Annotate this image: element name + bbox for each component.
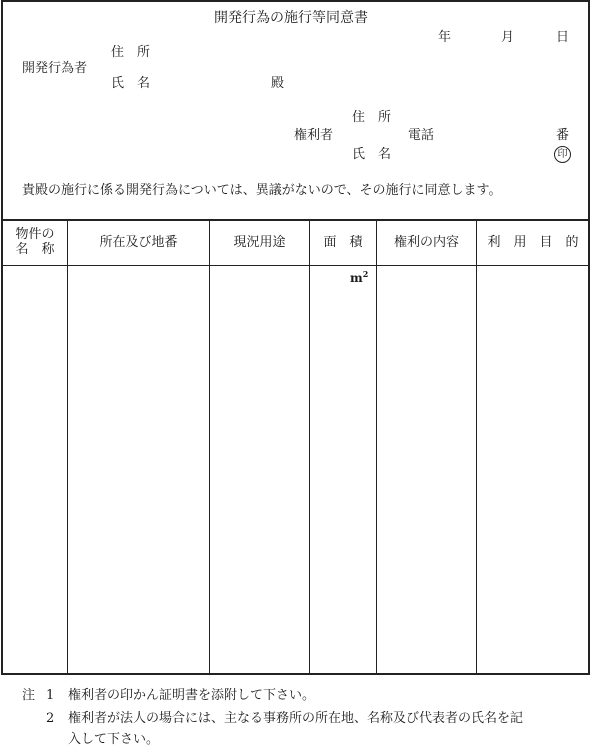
date-month-label: 月 bbox=[501, 30, 515, 45]
developer-label: 開発行為者 bbox=[22, 61, 88, 76]
document-title: 開発行為の施行等同意書 bbox=[214, 10, 368, 26]
note-2-continuation: 入して下さい。 bbox=[68, 732, 160, 747]
table-top-border bbox=[1, 219, 590, 221]
date-day-label: 日 bbox=[556, 30, 570, 45]
consent-statement: 貴殿の施行に係る開発行為については、異議がないので、その施行に同意します。 bbox=[22, 183, 502, 198]
developer-name-label: 氏 名 bbox=[111, 76, 151, 91]
rights-holder-phone-suffix: 番 bbox=[556, 128, 570, 143]
notes-prefix: 注 bbox=[22, 688, 36, 703]
note-1-text: 権利者の印かん証明書を添附して下さい。 bbox=[68, 688, 316, 703]
rights-holder-label: 権利者 bbox=[294, 128, 334, 143]
area-unit-base: m bbox=[350, 271, 363, 285]
rights-holder-name-label: 氏 名 bbox=[352, 147, 392, 162]
header-property-name bbox=[3, 228, 67, 258]
date-year-label: 年 bbox=[438, 30, 452, 45]
note-2-number: 2 bbox=[46, 711, 55, 726]
column-divider-5 bbox=[476, 220, 477, 674]
area-unit bbox=[350, 270, 368, 284]
column-divider-3 bbox=[309, 220, 310, 674]
developer-address-label: 住 所 bbox=[111, 45, 151, 60]
note-1-number: 1 bbox=[46, 688, 55, 703]
column-divider-4 bbox=[376, 220, 377, 674]
header-property-name-line2: 名 称 bbox=[15, 241, 55, 257]
form-frame bbox=[1, 0, 590, 675]
area-unit-exponent: 2 bbox=[362, 269, 369, 279]
seal-mark: 印 bbox=[554, 146, 571, 163]
header-location: 所在及び地番 bbox=[99, 235, 178, 250]
table-header-divider bbox=[1, 265, 590, 266]
header-area: 面 積 bbox=[323, 235, 363, 250]
header-property-name-line1: 物件の bbox=[15, 227, 55, 242]
column-divider-2 bbox=[209, 220, 210, 674]
header-rights: 権利の内容 bbox=[393, 235, 459, 250]
note-2-text: 権利者が法人の場合には、主なる事務所の所在地、名称及び代表者の氏名を記 bbox=[68, 711, 524, 726]
rights-holder-address-label: 住 所 bbox=[352, 110, 392, 125]
header-purpose: 利 用 目 的 bbox=[487, 235, 579, 250]
header-current-use: 現況用途 bbox=[233, 235, 286, 250]
rights-holder-phone-label: 電話 bbox=[408, 128, 435, 143]
developer-honorific: 殿 bbox=[271, 76, 285, 91]
column-divider-1 bbox=[67, 220, 68, 674]
